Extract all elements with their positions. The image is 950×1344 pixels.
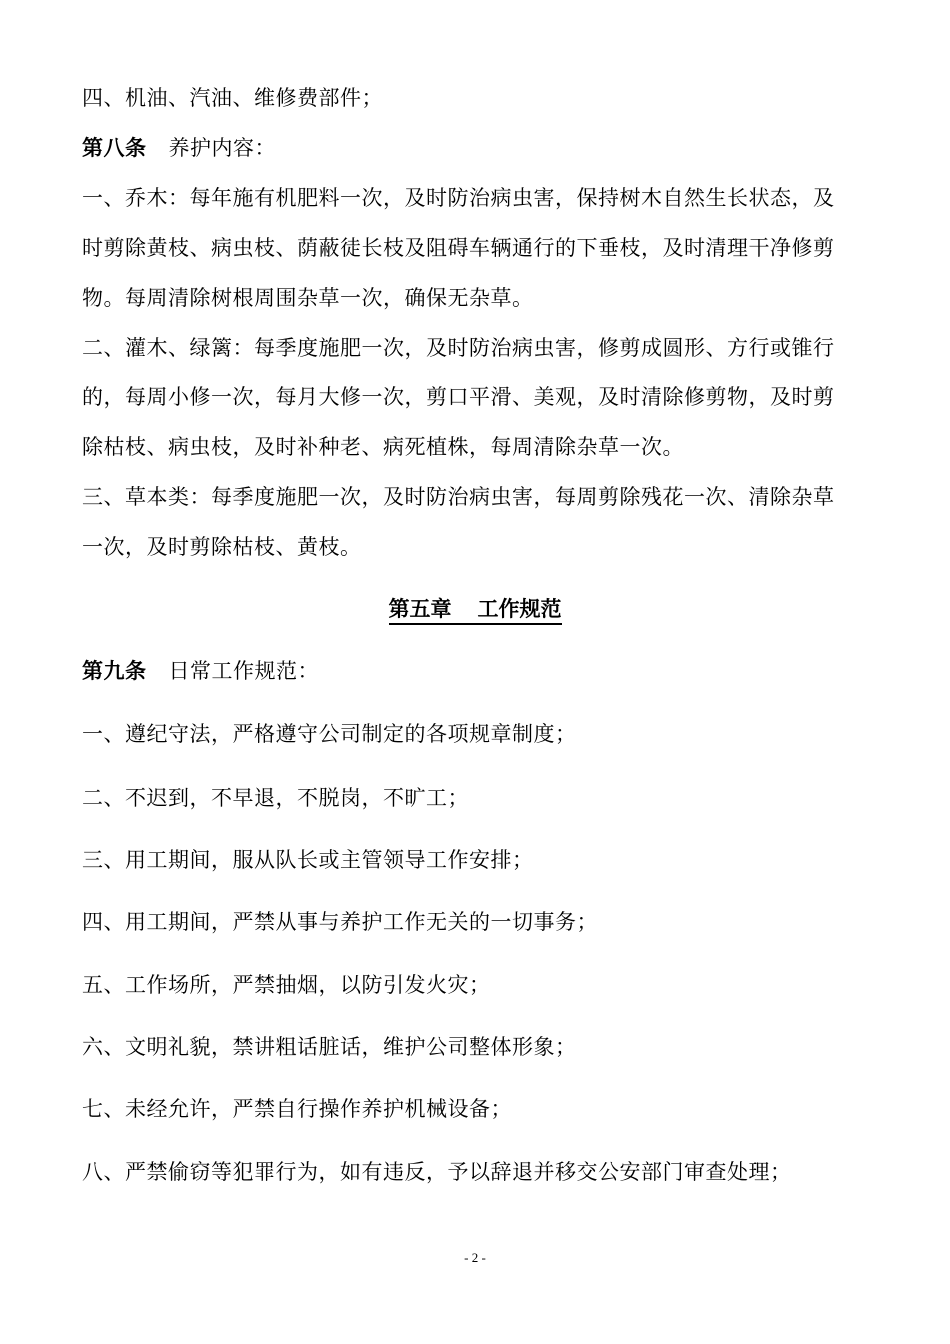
paragraph-line: 时剪除黄枝、病虫枝、荫蔽徒长枝及阻碍车辆通行的下垂枝，及时清理干净修剪: [82, 236, 835, 260]
paragraph-line: 一次，及时剪除枯枝、黄枝。: [82, 535, 362, 559]
rule-item: 一、遵纪守法，严格遵守公司制定的各项规章制度；: [82, 722, 577, 746]
page-number: - 2 -: [464, 1250, 486, 1265]
chapter-number: 第五章: [388, 597, 452, 621]
paragraph-line: 的，每周小修一次，每月大修一次，剪口平滑、美观，及时清除修剪物，及时剪: [82, 385, 835, 409]
article-label: 第八条: [82, 136, 147, 160]
article-title: 日常工作规范：: [168, 659, 319, 683]
rule-item: 二、不迟到，不早退，不脱岗，不旷工；: [82, 786, 469, 810]
rule-item: 三、用工期间，服从队长或主管领导工作安排；: [82, 848, 534, 872]
paragraph-line: 一、乔木：每年施有机肥料一次，及时防治病虫害，保持树木自然生长状态，及: [82, 186, 835, 210]
article-heading: [82, 659, 319, 683]
list-item: 四、机油、汽油、维修费部件；: [82, 86, 383, 110]
paragraph-line: 物。每周清除树根周围杂草一次，确保无杂草。: [82, 286, 534, 310]
article-label: 第九条: [82, 659, 147, 683]
rule-item: 四、用工期间，严禁从事与养护工作无关的一切事务；: [82, 910, 598, 934]
paragraph-line: 三、草本类：每季度施肥一次，及时防治病虫害，每周剪除残花一次、清除杂草: [82, 485, 835, 509]
rule-item: 五、工作场所，严禁抽烟，以防引发火灾；: [82, 973, 491, 997]
paragraph-line: 除枯枝、病虫枝，及时补种老、病死植株，每周清除杂草一次。: [82, 435, 684, 459]
article-title: 养护内容：: [168, 136, 276, 160]
paragraph-line: 二、灌木、绿篱：每季度施肥一次，及时防治病虫害，修剪成圆形、方行或锥行: [82, 336, 835, 360]
article-heading: [82, 136, 276, 160]
rule-item: 六、文明礼貌，禁讲粗话脏话，维护公司整体形象；: [82, 1035, 577, 1059]
rule-item: 七、未经允许，严禁自行操作养护机械设备；: [82, 1097, 512, 1121]
chapter-heading: [0, 597, 950, 625]
rule-item: 八、严禁偷窃等犯罪行为，如有违反，予以辞退并移交公安部门审查处理；: [82, 1160, 792, 1184]
chapter-title: 工作规范: [477, 597, 562, 621]
